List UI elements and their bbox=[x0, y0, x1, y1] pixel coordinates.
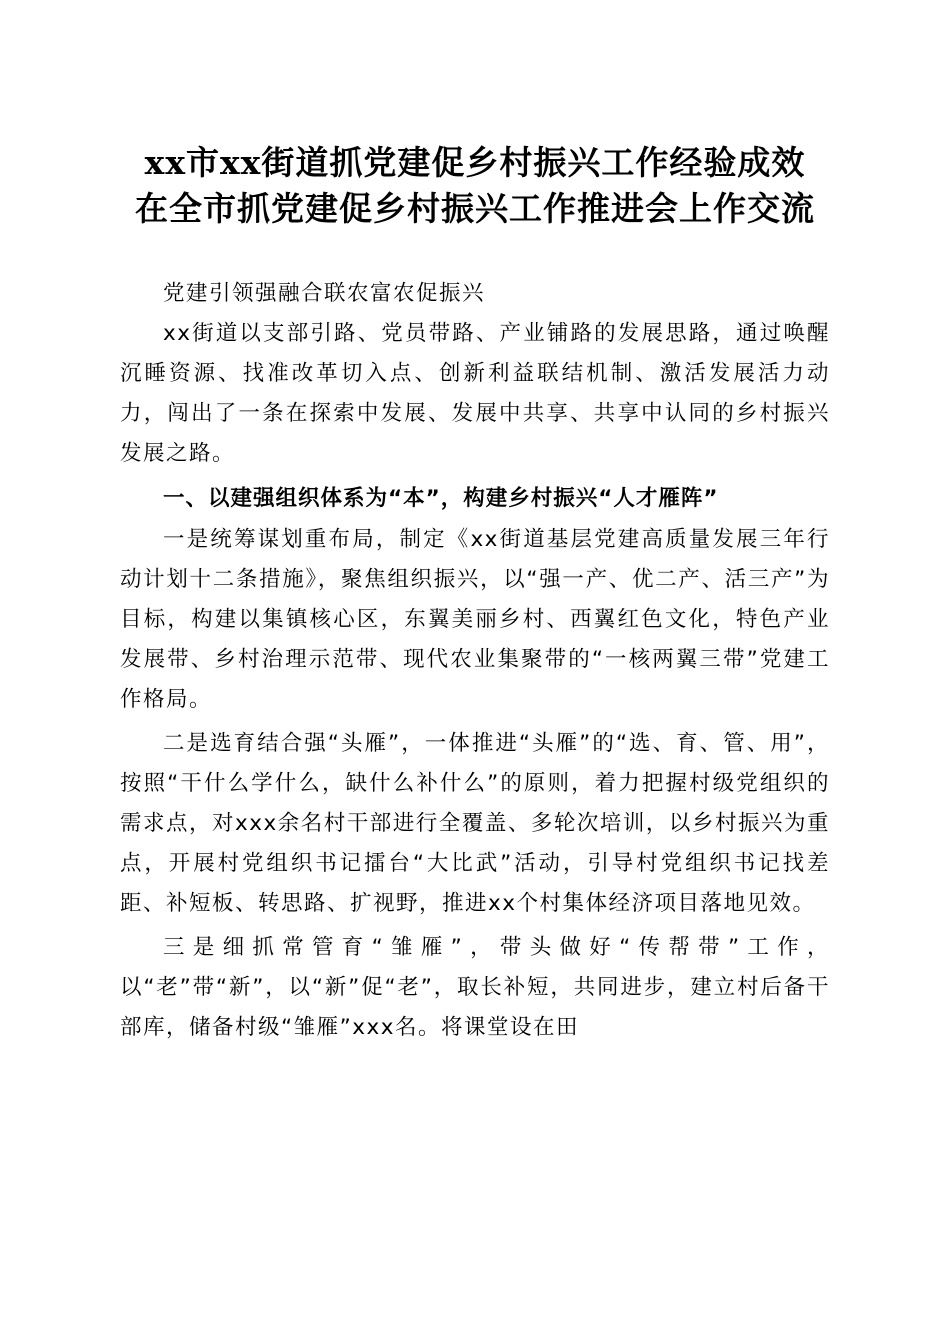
title-line-1: xx市xx街道抓党建促乡村振兴工作经验成效 bbox=[144, 143, 806, 182]
subtitle: 党建引领强融合联农富农促振兴 bbox=[163, 281, 486, 306]
paragraph-3: 三是细抓常管育“雏雁”，带头做好“传帮带”工作，以“老”带“新”，以“新”促“老”，取长补短，共同进步，建立村后备干部库，储备村级“雏雁”xxx名。将课堂设在田 bbox=[120, 935, 830, 1040]
document-page bbox=[120, 140, 830, 1048]
paragraph-2: 二是选育结合强“头雁”，一体推进“头雁”的“选、育、管、用”，按照“干什么学什么，缺什么补什么”的原则，着力把握村级党组织的需求点，对xxx余名村干部进行全覆盖、多轮次培训，以乡村振兴为重点，开展村党组织书记擂台“大比武”活动，引导村党组织书记找差距、补短板、转思路、扩视野，推进xx个村集体经济项目落地见效。 bbox=[120, 731, 830, 916]
section-heading-1: 一、以建强组织体系为“本”，构建乡村振兴“人才雁阵” bbox=[163, 486, 719, 511]
title-line-2: 在全市抓党建促乡村振兴工作推进会上作交流 bbox=[135, 189, 815, 228]
document-title bbox=[120, 140, 830, 232]
paragraph-1: 一是统筹谋划重布局，制定《xx街道基层党建高质量发展三年行动计划十二条措施》，聚焦组织振兴，以“强一产、优二产、活三产”为目标，构建以集镇核心区，东翼美丽乡村、西翼红色文化，特色产业发展带、乡村治理示范带、现代农业集聚带的“一核两翼三带”党建工作格局。 bbox=[120, 527, 830, 712]
document-body bbox=[120, 274, 830, 1048]
intro-paragraph: xx街道以支部引路、党员带路、产业铺路的发展思路，通过唤醒沉睡资源、找准改革切入点、创新利益联结机制、激活发展活力动力，闯出了一条在探索中发展、发展中共享、共享中认同的乡村振兴发展之路。 bbox=[120, 321, 830, 466]
